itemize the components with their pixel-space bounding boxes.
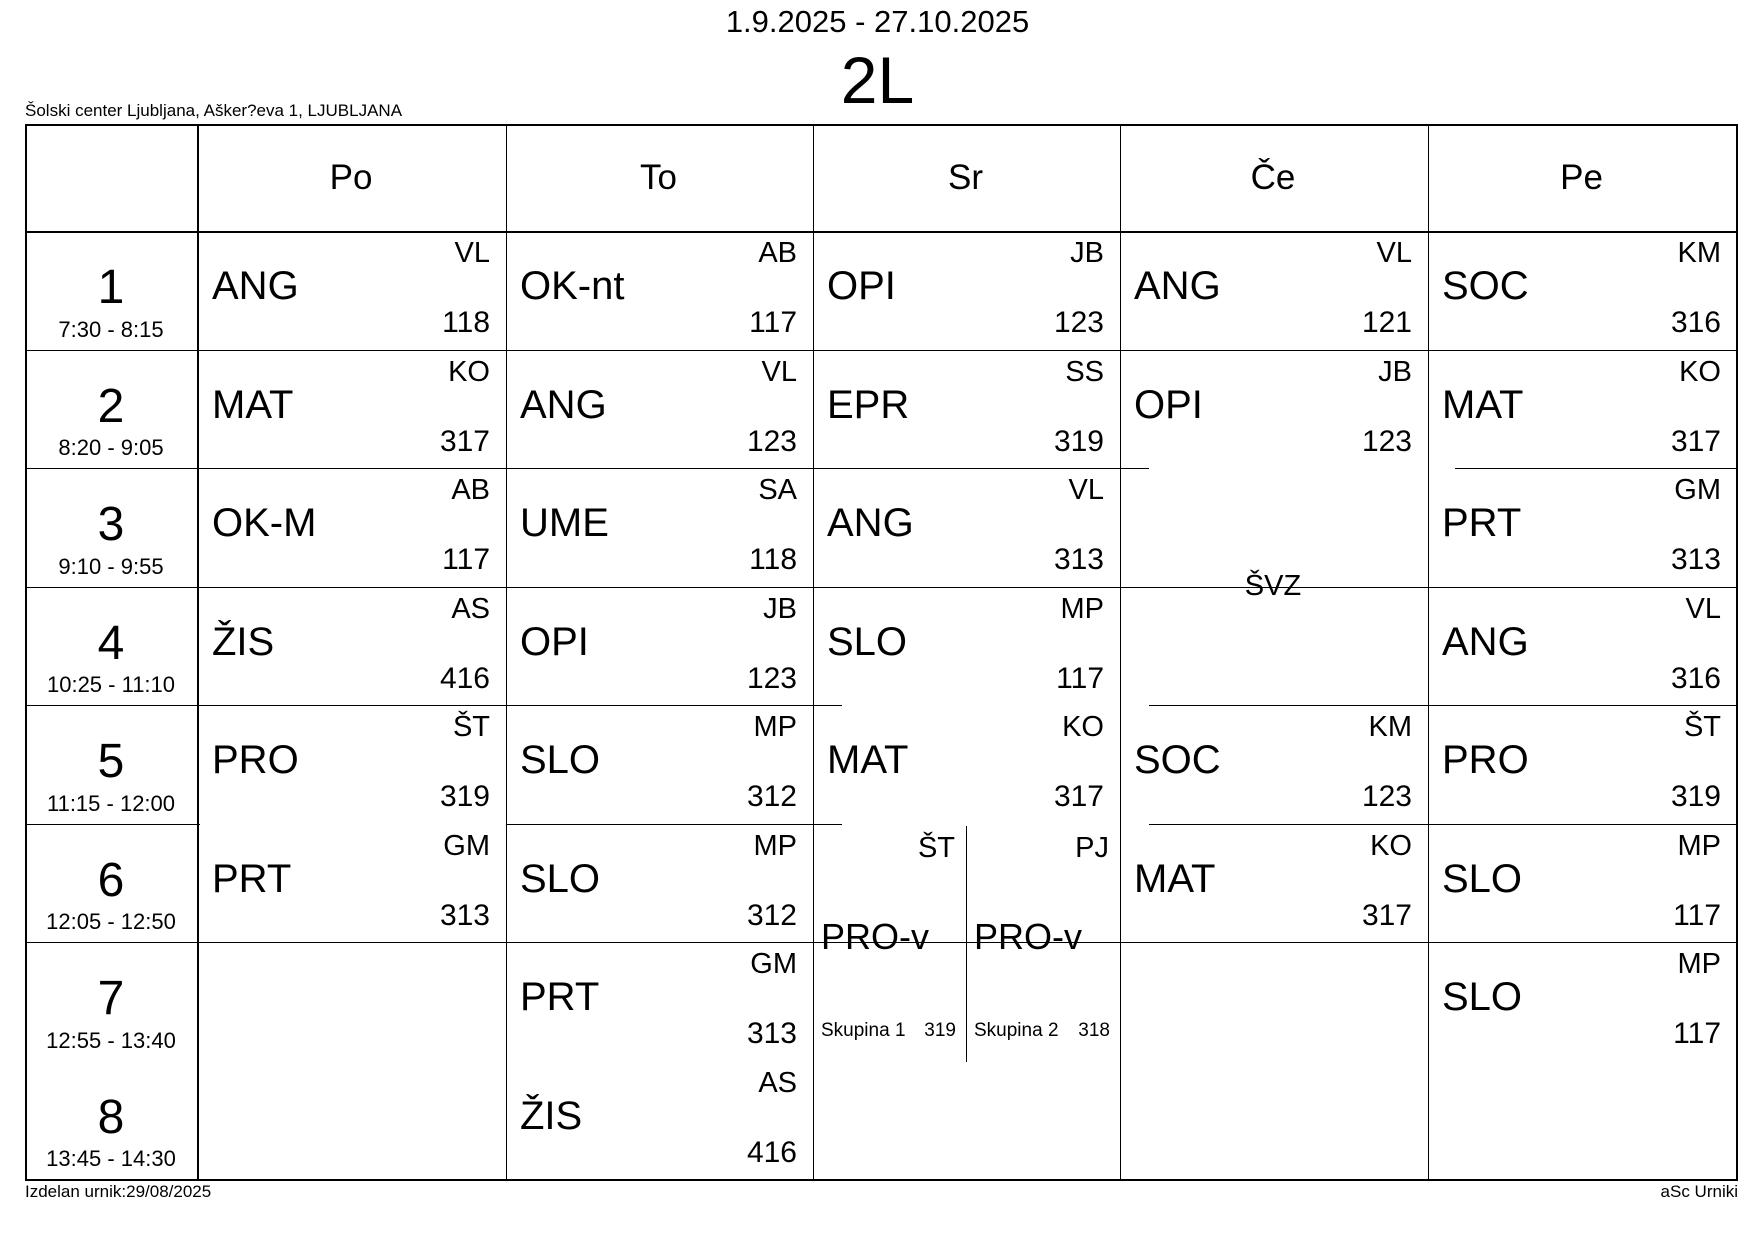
- lesson-cell[interactable]: [1427, 705, 1736, 823]
- room-number: 319: [439, 780, 490, 813]
- period-number: 7: [97, 972, 125, 1025]
- subject-name: SLO: [520, 738, 601, 782]
- subject-name: OPI: [520, 620, 589, 664]
- lesson-cell[interactable]: [812, 468, 1119, 586]
- teacher-code: PJ: [1075, 832, 1109, 864]
- period-time: 9:10 - 9:55: [58, 554, 164, 579]
- lesson-cell[interactable]: [1119, 350, 1427, 468]
- subject-name: SLO: [520, 857, 601, 901]
- lesson-cell[interactable]: [197, 468, 505, 586]
- subject-name: PRT: [520, 975, 600, 1019]
- subject-name: SOC: [1134, 738, 1221, 782]
- teacher-code: JB: [1378, 356, 1412, 388]
- created-date: Izdelan urnik:29/08/2025: [25, 1182, 212, 1201]
- subject-name: ANG: [520, 383, 607, 427]
- lesson-cell[interactable]: [1427, 350, 1736, 468]
- subject-name: OK-nt: [520, 264, 625, 308]
- teacher-code: VL: [1376, 237, 1412, 269]
- period-number: 1: [97, 261, 125, 314]
- room-number: 313: [746, 1017, 797, 1050]
- period-time: 11:15 - 12:00: [46, 791, 176, 816]
- lesson-cell[interactable]: [812, 705, 1119, 823]
- generator-brand: aSc Urniki: [1660, 1182, 1738, 1201]
- day-header-to: To: [640, 158, 677, 197]
- teacher-code: VL: [1068, 474, 1104, 506]
- teacher-code: VL: [1685, 593, 1721, 625]
- teacher-code: MP: [753, 830, 797, 862]
- group-lesson-cell[interactable]: [812, 824, 965, 1060]
- room-number: 121: [1361, 306, 1412, 339]
- room-number: 317: [1361, 899, 1412, 932]
- subject-name: SLO: [827, 620, 908, 664]
- lesson-cell[interactable]: [197, 705, 505, 823]
- lesson-cell[interactable]: [1427, 942, 1736, 1060]
- period-number: 4: [97, 617, 125, 670]
- room-number: 117: [1673, 899, 1721, 932]
- teacher-code: KO: [1679, 356, 1721, 388]
- lesson-cell[interactable]: [812, 231, 1119, 349]
- room-number: 118: [749, 543, 797, 576]
- lesson-cell[interactable]: [812, 587, 1119, 705]
- lesson-cell[interactable]: [505, 824, 812, 942]
- teacher-code: AS: [758, 1067, 797, 1099]
- lesson-cell[interactable]: [505, 350, 812, 468]
- subject-name: PRT: [1442, 501, 1522, 545]
- room-number: 317: [1053, 780, 1104, 813]
- subject-name: OK-M: [212, 501, 317, 545]
- room-number: 123: [746, 662, 797, 695]
- room-number: 117: [1056, 662, 1104, 695]
- room-number: 316: [1670, 306, 1721, 339]
- lesson-cell[interactable]: [505, 705, 812, 823]
- date-range: 1.9.2025 - 27.10.2025: [725, 4, 1030, 39]
- room-number: 118: [442, 306, 490, 339]
- teacher-code: SA: [758, 474, 797, 506]
- subject-name: PRO: [212, 738, 299, 782]
- subject-name: PRO-v: [974, 916, 1082, 957]
- lesson-cell[interactable]: [505, 231, 812, 349]
- lesson-cell[interactable]: [505, 468, 812, 586]
- room-number: 313: [1053, 543, 1104, 576]
- room-number: 416: [439, 662, 490, 695]
- room-number: 313: [1670, 543, 1721, 576]
- lesson-cell[interactable]: [197, 350, 505, 468]
- group-name: Skupina 1: [821, 1020, 906, 1041]
- subject-name: ŽIS: [520, 1094, 583, 1138]
- day-header-ce: Če: [1250, 158, 1296, 197]
- subject-name: OPI: [827, 264, 896, 308]
- period-number: 8: [97, 1091, 125, 1144]
- lesson-cell[interactable]: [1119, 705, 1427, 823]
- subject-name: PRT: [212, 857, 292, 901]
- subject-name: ANG: [1442, 620, 1529, 664]
- room-number: 319: [1053, 425, 1104, 458]
- room-number: 316: [1670, 662, 1721, 695]
- teacher-code: AB: [451, 474, 490, 506]
- teacher-code: GM: [750, 948, 797, 980]
- class-title: 2L: [840, 43, 915, 117]
- teacher-code: JB: [1070, 237, 1104, 269]
- room-number: 317: [1670, 425, 1721, 458]
- room-number: 117: [749, 306, 797, 339]
- room-number: 312: [746, 899, 797, 932]
- room-number: 313: [439, 899, 490, 932]
- teacher-code: MP: [1060, 593, 1104, 625]
- teacher-code: GM: [443, 830, 490, 862]
- teacher-code: JB: [763, 593, 797, 625]
- subject-name: PRO-v: [821, 916, 929, 957]
- room-number: 319: [1670, 780, 1721, 813]
- subject-name: EPR: [827, 383, 910, 427]
- subject-name: MAT: [212, 383, 294, 427]
- day-header-po: Po: [329, 158, 373, 197]
- lesson-cell[interactable]: [812, 350, 1119, 468]
- subject-name: MAT: [827, 738, 909, 782]
- lesson-cell[interactable]: [197, 231, 505, 349]
- lesson-cell[interactable]: [197, 587, 505, 705]
- school-name: Šolski center Ljubljana, Ašker?eva 1, LJUBLJANA: [25, 101, 403, 120]
- group-name: Skupina 2: [974, 1020, 1059, 1041]
- subject-name: ŽIS: [212, 620, 275, 664]
- sports-block[interactable]: ŠVZ: [1244, 570, 1302, 602]
- subject-name: UME: [520, 501, 609, 545]
- period-number: 6: [97, 854, 125, 907]
- teacher-code: ŠT: [1683, 711, 1721, 743]
- subject-name: ANG: [1134, 264, 1221, 308]
- lesson-cell[interactable]: [1427, 231, 1736, 349]
- period-time: 12:55 - 13:40: [46, 1028, 176, 1053]
- subject-name: OPI: [1134, 383, 1203, 427]
- teacher-code: MP: [1677, 830, 1721, 862]
- room-number: 123: [1053, 306, 1104, 339]
- subject-name: PRO: [1442, 738, 1529, 782]
- teacher-code: VL: [761, 356, 797, 388]
- teacher-code: KO: [1370, 830, 1412, 862]
- period-number: 3: [97, 498, 125, 551]
- subject-name: MAT: [1134, 857, 1216, 901]
- subject-name: MAT: [1442, 383, 1524, 427]
- period-time: 8:20 - 9:05: [58, 435, 164, 460]
- period-number: 2: [97, 380, 125, 433]
- teacher-code: AS: [451, 593, 490, 625]
- room-number: 312: [746, 780, 797, 813]
- period-time: 10:25 - 11:10: [46, 672, 176, 697]
- room-number: 117: [1673, 1017, 1721, 1050]
- teacher-code: AB: [758, 237, 797, 269]
- subject-name: SOC: [1442, 264, 1529, 308]
- subject-name: SLO: [1442, 975, 1523, 1019]
- teacher-code: KM: [1368, 711, 1412, 743]
- period-time: 13:45 - 14:30: [46, 1146, 176, 1171]
- teacher-code: KO: [448, 356, 490, 388]
- day-header-sr: Sr: [948, 158, 983, 197]
- teacher-code: VL: [454, 237, 490, 269]
- room-number: 319: [924, 1020, 956, 1041]
- room-number: 317: [439, 425, 490, 458]
- room-number: 318: [1078, 1020, 1110, 1041]
- room-number: 123: [746, 425, 797, 458]
- lesson-cell[interactable]: [1119, 824, 1427, 942]
- lesson-cell[interactable]: [505, 587, 812, 705]
- subject-name: ANG: [827, 501, 914, 545]
- teacher-code: MP: [753, 711, 797, 743]
- teacher-code: KM: [1677, 237, 1721, 269]
- room-number: 123: [1361, 780, 1412, 813]
- grid-line: [27, 824, 200, 825]
- subject-name: SLO: [1442, 857, 1523, 901]
- lesson-cell[interactable]: [197, 824, 505, 942]
- teacher-code: ŠT: [917, 832, 955, 864]
- group-lesson-cell[interactable]: [965, 824, 1119, 1060]
- teacher-code: ŠT: [452, 711, 490, 743]
- day-header-pe: Pe: [1560, 158, 1603, 197]
- lesson-cell[interactable]: [1427, 587, 1736, 705]
- subject-name: ANG: [212, 264, 299, 308]
- teacher-code: GM: [1674, 474, 1721, 506]
- teacher-code: KO: [1062, 711, 1104, 743]
- period-number: 5: [97, 735, 125, 788]
- lesson-cell[interactable]: [1119, 231, 1427, 349]
- lesson-cell[interactable]: [1427, 468, 1736, 586]
- teacher-code: SS: [1065, 356, 1104, 388]
- period-time: 7:30 - 8:15: [58, 317, 164, 342]
- lesson-cell[interactable]: [1427, 824, 1736, 942]
- room-number: 117: [442, 543, 490, 576]
- room-number: 123: [1361, 425, 1412, 458]
- room-number: 416: [746, 1136, 797, 1169]
- teacher-code: MP: [1677, 948, 1721, 980]
- lesson-cell[interactable]: [505, 942, 812, 1060]
- lesson-cell[interactable]: [505, 1061, 812, 1179]
- period-time: 12:05 - 12:50: [46, 909, 176, 934]
